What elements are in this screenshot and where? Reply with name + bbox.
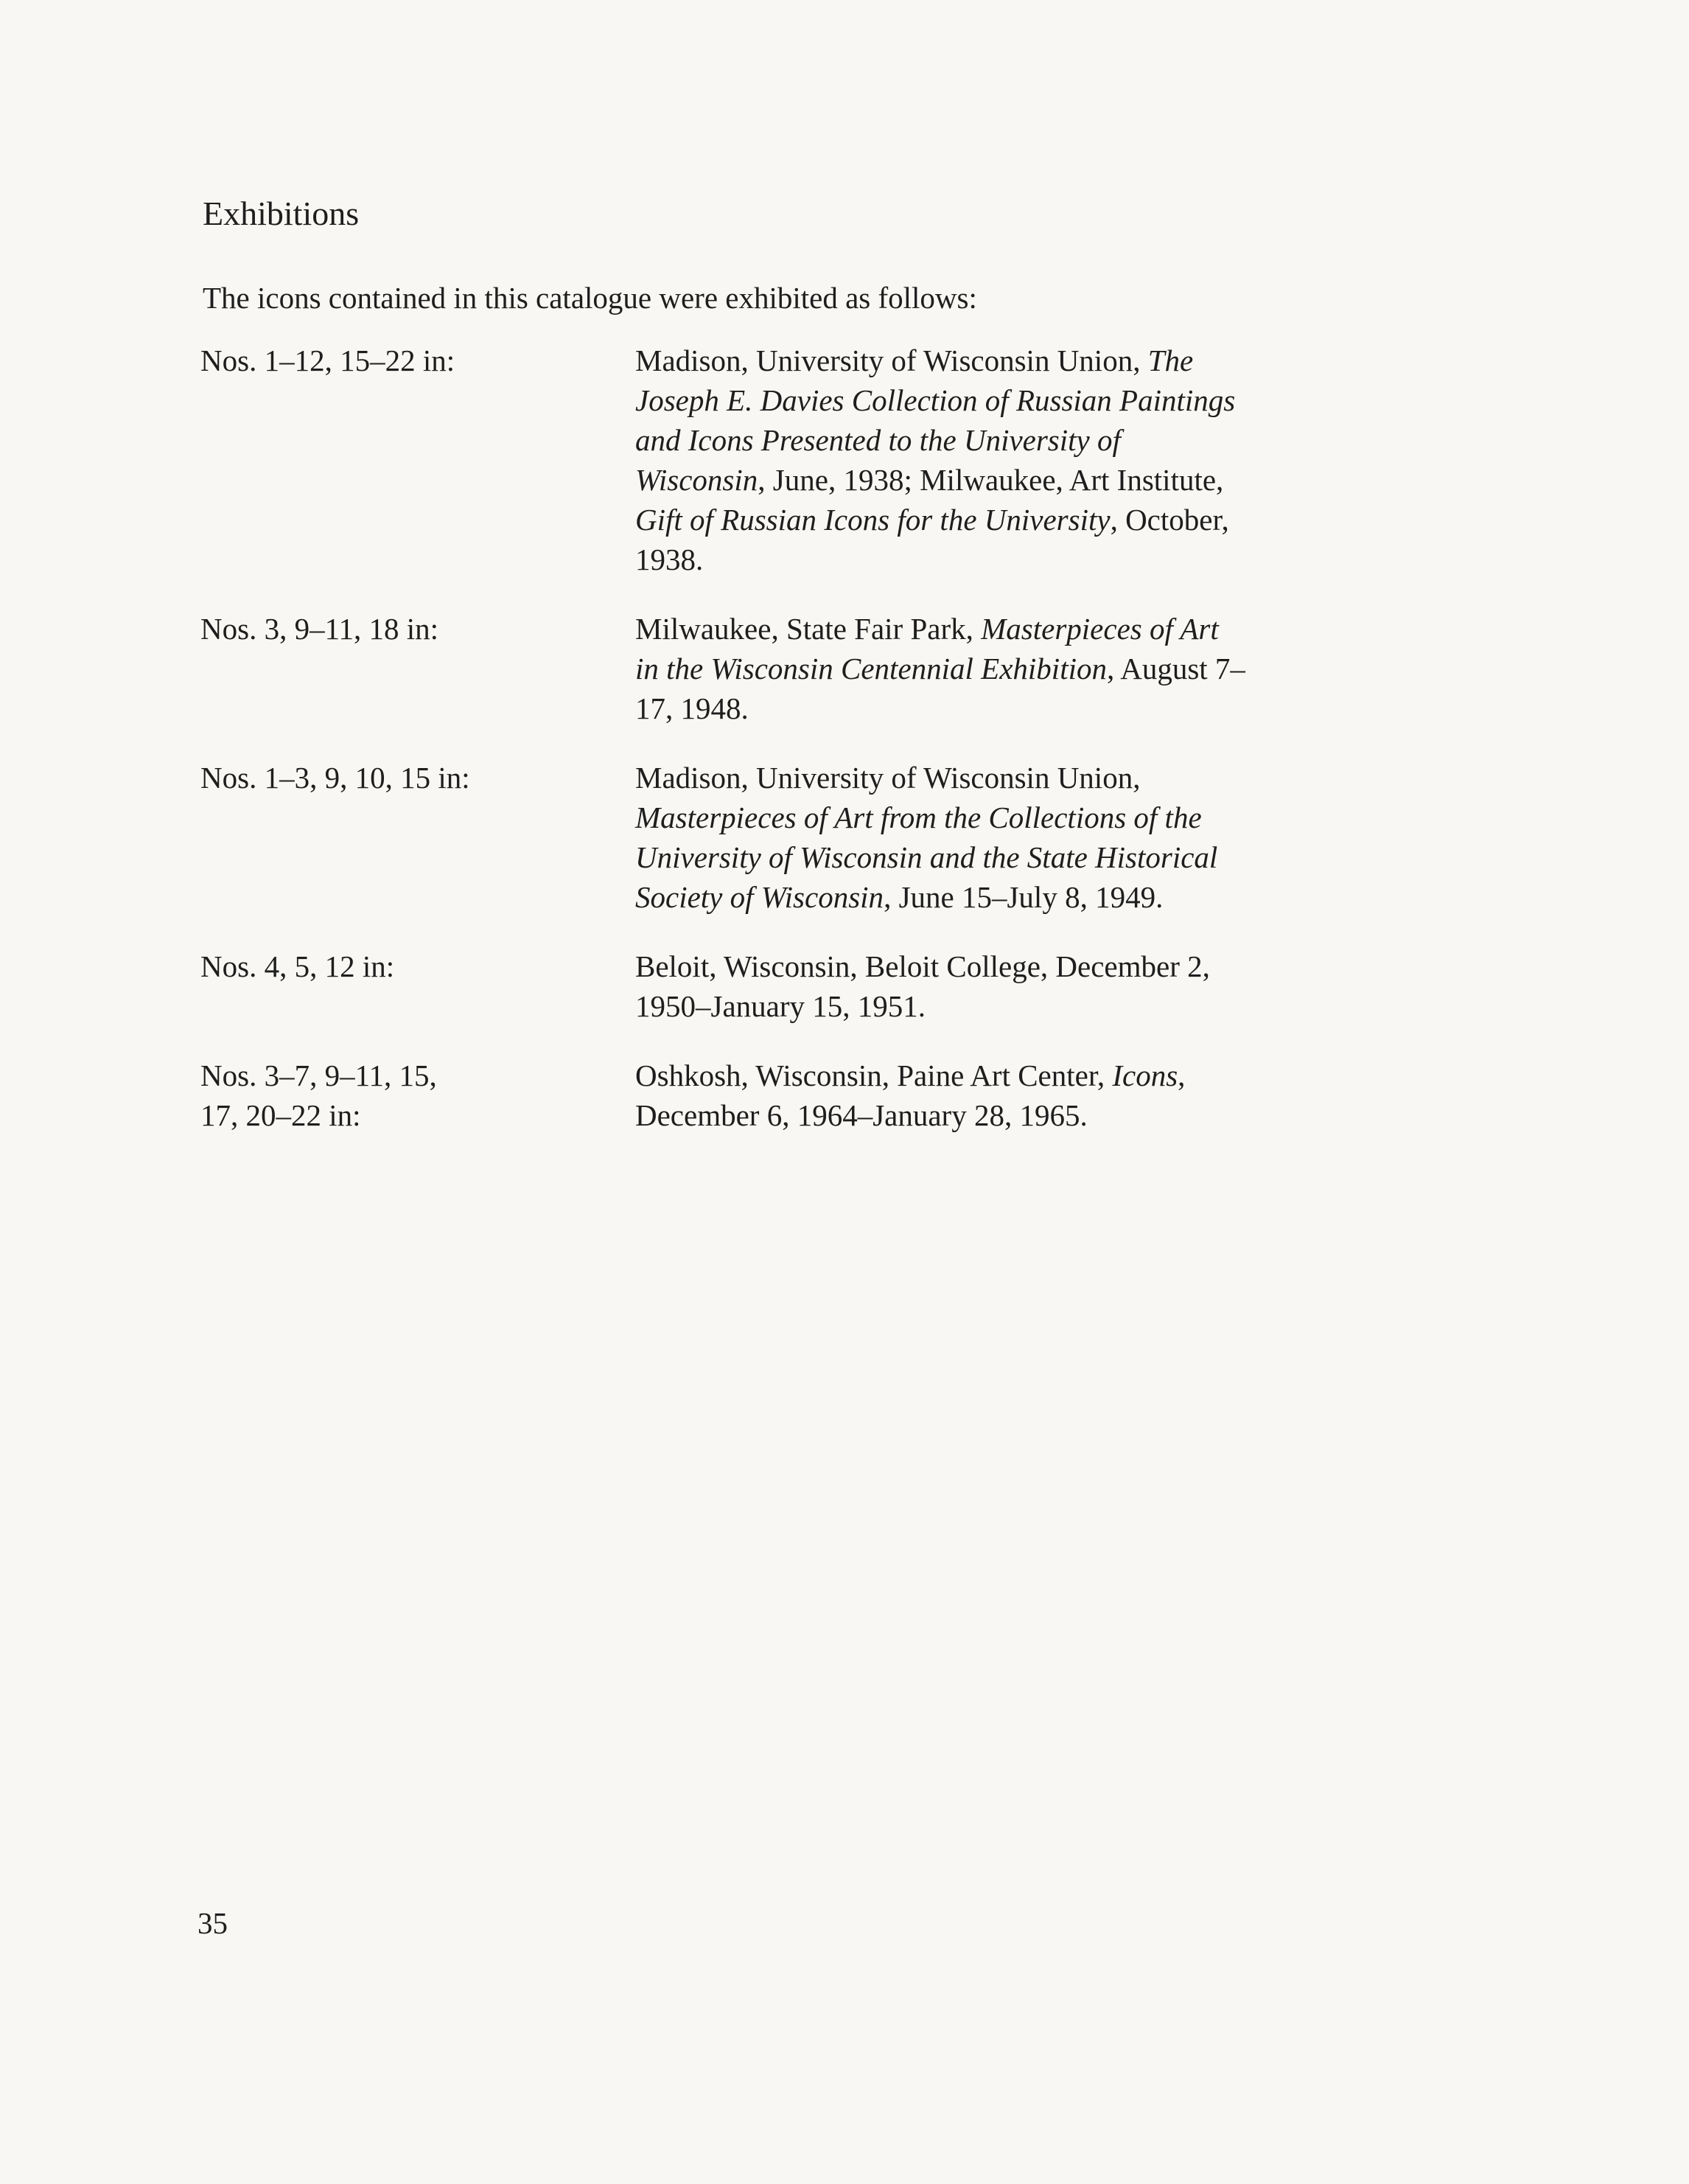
exhibition-entry bbox=[200, 609, 1247, 728]
exhibition-title: The Joseph E. Davies Collection of Russian Paintings and Icons Presented to the University of Wisconsin bbox=[635, 343, 1236, 497]
exhibition-title: Masterpieces of Art from the Collections of the University of Wisconsin and the State Historical Society of Wisconsin bbox=[635, 800, 1218, 914]
exhibition-detail: , October, 1938. bbox=[635, 503, 1229, 576]
exhibition-title: Gift of Russian Icons for the University bbox=[635, 503, 1111, 537]
exhibition-catalogue-numbers: Nos. 3, 9–11, 18 in: bbox=[200, 612, 439, 646]
exhibition-detail: Milwaukee, State Fair Park, bbox=[635, 612, 982, 646]
exhibition-entry bbox=[200, 341, 1247, 579]
exhibition-detail: Madison, University of Wisconsin Union, bbox=[635, 761, 1141, 795]
exhibition-detail: Oshkosh, Wisconsin, Paine Art Center, bbox=[635, 1058, 1113, 1092]
exhibition-detail: Beloit, Wisconsin, Beloit College, December 2, 1950–January 15, 1951. bbox=[635, 949, 1210, 1023]
exhibition-description bbox=[635, 1056, 1247, 1135]
exhibition-description bbox=[635, 341, 1247, 579]
exhibition-detail: , August 7–17, 1948. bbox=[635, 652, 1245, 725]
exhibition-detail: , December 6, 1964–January 28, 1965. bbox=[635, 1058, 1186, 1132]
exhibition-entry bbox=[200, 758, 1247, 917]
exhibition-detail: Madison, University of Wisconsin Union, bbox=[635, 343, 1148, 377]
exhibition-catalogue-numbers: Nos. 1–12, 15–22 in: bbox=[200, 343, 455, 377]
exhibition-catalogue-numbers: Nos. 3–7, 9–11, 15, 17, 20–22 in: bbox=[200, 1058, 437, 1132]
page-number: 35 bbox=[197, 1906, 228, 1940]
exhibition-title: Icons bbox=[1112, 1058, 1178, 1092]
exhibition-list bbox=[200, 341, 1247, 1165]
page-title: Exhibitions bbox=[203, 195, 360, 232]
exhibition-catalogue-numbers: Nos. 1–3, 9, 10, 15 in: bbox=[200, 761, 470, 795]
exhibition-detail: , June 15–July 8, 1949. bbox=[884, 880, 1164, 914]
exhibition-description bbox=[635, 609, 1247, 728]
exhibition-entry bbox=[200, 946, 1247, 1026]
exhibition-title: Masterpieces of Art in the Wisconsin Centennial Exhibition bbox=[635, 612, 1219, 685]
exhibition-entry bbox=[200, 1056, 1247, 1135]
exhibition-detail: , June, 1938; Milwaukee, Art Institute, bbox=[758, 463, 1224, 497]
intro-text: The icons contained in this catalogue were exhibited as follows: bbox=[203, 281, 977, 315]
exhibition-description bbox=[635, 946, 1247, 1026]
exhibition-description bbox=[635, 758, 1247, 917]
exhibition-catalogue-numbers: Nos. 4, 5, 12 in: bbox=[200, 949, 395, 983]
